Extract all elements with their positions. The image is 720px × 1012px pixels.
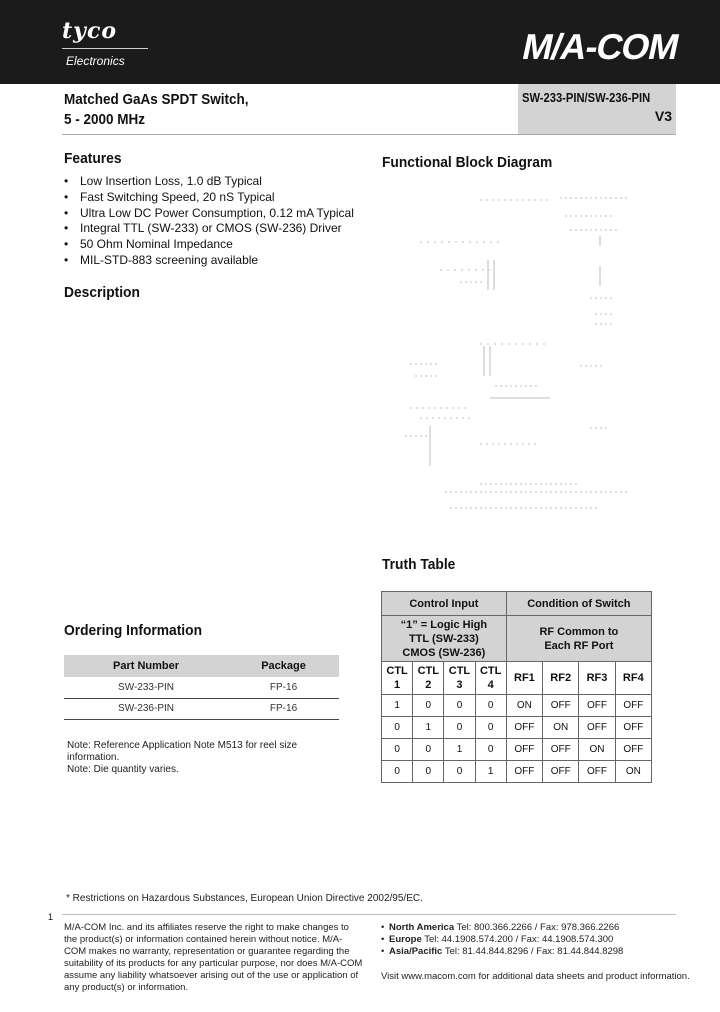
ctl-cell: 0: [382, 739, 413, 761]
ctl-cell: 0: [475, 695, 506, 717]
part-number: SW-233-PIN/SW-236-PIN: [522, 90, 651, 105]
rohs-note: * Restrictions on Hazardous Substances, European Union Directive 2002/95/EC.: [66, 893, 423, 904]
ctl-header: [444, 662, 475, 695]
feature-item: • Ultra Low DC Power Consumption, 0.12 mA Typical: [64, 206, 354, 222]
ctl-header-index: 2: [425, 679, 432, 691]
ctl-cell: 0: [413, 761, 444, 783]
ordering-note: Note: Reference Application Note M513 for reel size information.: [67, 740, 298, 763]
table-row: [382, 761, 652, 783]
ctl-header-label: CTL: [386, 665, 408, 677]
description-heading: Description: [64, 284, 140, 301]
rf-cell: OFF: [615, 695, 651, 717]
part-number-cell: SW-233-PIN: [64, 677, 228, 698]
ctl-cell: 1: [475, 761, 506, 783]
product-title: [64, 90, 249, 130]
contact-details: Tel: 800.366.2266 / Fax: 978.366.2266: [456, 922, 620, 933]
rf-cell: ON: [543, 717, 579, 739]
contact-details: Tel: 81.44.844.8296 / Fax: 81.44.844.8298: [444, 946, 624, 957]
rf-cell: ON: [579, 739, 615, 761]
feature-item: • MIL-STD-883 screening available: [64, 253, 354, 269]
features-heading: Features: [64, 150, 122, 167]
ctl-header-label: CTL: [448, 665, 471, 677]
logic-note-line: TTL (SW-233): [408, 632, 479, 645]
rf-header: RF2: [543, 662, 579, 695]
features-list: [64, 174, 354, 269]
table-column-row: [382, 662, 652, 695]
contact-item: [381, 946, 623, 958]
contact-item: [381, 934, 623, 946]
feature-item: • Fast Switching Speed, 20 nS Typical: [64, 190, 354, 206]
package-cell: FP-16: [228, 698, 339, 719]
table-row: [64, 698, 339, 719]
ctl-header: [413, 662, 444, 695]
contact-region: Asia/Pacific: [389, 946, 443, 957]
rf-cell: ON: [615, 761, 651, 783]
version-label: V3: [654, 108, 672, 124]
rf-cell: OFF: [543, 695, 579, 717]
macom-logo: M/A-COM: [518, 26, 683, 67]
ctl-header: [382, 662, 413, 695]
contact-list: [381, 922, 623, 958]
functional-block-diagram: [400, 186, 660, 526]
rf-cell: OFF: [543, 761, 579, 783]
rf-cell: OFF: [579, 717, 615, 739]
package-cell: FP-16: [228, 677, 339, 698]
ctl-cell: 0: [475, 739, 506, 761]
contact-region: Europe: [389, 934, 422, 945]
rf-note-line: Each RF Port: [544, 639, 614, 652]
logic-level-note: [382, 616, 507, 662]
rf-note-line: RF Common to: [539, 625, 619, 638]
feature-item: • Low Insertion Loss, 1.0 dB Typical: [64, 174, 354, 190]
page-number: 1: [48, 912, 54, 922]
truth-table: [381, 591, 652, 783]
rf-cell: OFF: [506, 717, 542, 739]
ordering-heading: Ordering Information: [64, 622, 202, 639]
feature-item: • 50 Ohm Nominal Impedance: [64, 237, 354, 253]
ctl-cell: 0: [444, 761, 475, 783]
title-line-2: 5 - 2000 MHz: [64, 111, 146, 128]
rf-cell: OFF: [543, 739, 579, 761]
ctl-header-label: CTL: [417, 665, 439, 677]
ctl-cell: 0: [413, 739, 444, 761]
tyco-logo-subtitle: Electronics: [66, 54, 125, 68]
column-header: Part Number: [64, 655, 228, 677]
tyco-logo: tyco: [62, 18, 118, 44]
table-header-row: [382, 592, 652, 616]
table-header-row: [64, 655, 339, 677]
rf-cell: OFF: [579, 695, 615, 717]
ctl-cell: 1: [413, 717, 444, 739]
ctl-cell: 1: [382, 695, 413, 717]
ctl-cell: 0: [475, 717, 506, 739]
logic-note-line: CMOS (SW-236): [402, 646, 486, 659]
column-header: Package: [228, 655, 339, 677]
rf-cell: OFF: [506, 761, 542, 783]
rf-cell: ON: [506, 695, 542, 717]
ctl-cell: 1: [444, 739, 475, 761]
diagram-heading: Functional Block Diagram: [382, 154, 553, 171]
title-line-1: Matched GaAs SPDT Switch,: [64, 91, 249, 108]
rf-header: RF3: [579, 662, 615, 695]
rf-cell: OFF: [615, 717, 651, 739]
ctl-cell: 0: [444, 717, 475, 739]
ordering-notes: [67, 740, 327, 776]
ctl-header-index: 1: [394, 679, 401, 691]
ctl-header-index: 3: [456, 679, 463, 691]
rf-cell: OFF: [579, 761, 615, 783]
header-bar: [0, 0, 720, 84]
ctl-cell: 0: [382, 717, 413, 739]
rf-cell: OFF: [506, 739, 542, 761]
ctl-header-index: 4: [487, 679, 494, 691]
rf-header: RF4: [615, 662, 651, 695]
ctl-cell: 0: [382, 761, 413, 783]
contact-details: Tel: 44.1908.574.200 / Fax: 44.1908.574.300: [424, 934, 614, 945]
ctl-header-label: CTL: [479, 665, 502, 677]
table-row: [64, 677, 339, 698]
table-row: [382, 717, 652, 739]
control-input-header: Control Input: [382, 592, 507, 616]
ordering-note: Note: Die quantity varies.: [67, 764, 179, 775]
footer-divider: [62, 914, 676, 915]
disclaimer: M/A-COM Inc. and its affiliates reserve the right to make changes to the product(s) or information contained herein without notice. M/A-COM makes no warranty, representation or guarantee regarding the suitability of its products for any particular purpose, nor does M/A-COM assume any liability whatsoever arising out of the use or application of any product(s) or information.: [64, 922, 363, 993]
switch-condition-header: Condition of Switch: [506, 592, 651, 616]
website-note[interactable]: Visit www.macom.com for additional data sheets and product information.: [381, 971, 690, 982]
header-divider: [62, 134, 676, 135]
truth-table-heading: Truth Table: [382, 556, 456, 573]
contact-item: [381, 922, 623, 934]
rf-header: RF1: [506, 662, 542, 695]
ordering-table: [64, 655, 339, 720]
table-row: [382, 739, 652, 761]
ctl-header: [475, 662, 506, 695]
feature-item: • Integral TTL (SW-233) or CMOS (SW-236) Driver: [64, 221, 354, 237]
ctl-cell: 0: [413, 695, 444, 717]
logic-note-line: “1” = Logic High: [400, 618, 488, 631]
table-row: [382, 695, 652, 717]
rf-cell: OFF: [615, 739, 651, 761]
logo-divider: [62, 48, 148, 49]
rf-common-note: [506, 616, 651, 662]
part-number-cell: SW-236-PIN: [64, 698, 228, 719]
ctl-cell: 0: [444, 695, 475, 717]
contact-region: North America: [389, 922, 455, 933]
table-subheader-row: [382, 616, 652, 662]
